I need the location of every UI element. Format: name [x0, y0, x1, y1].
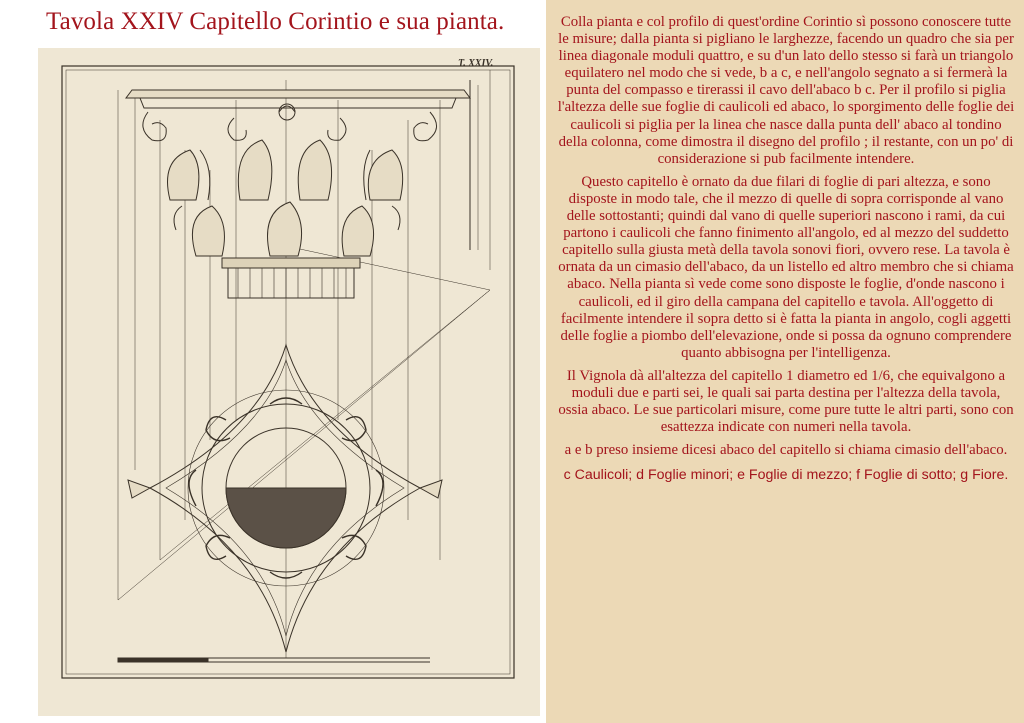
capital-elevation: [126, 70, 490, 298]
paragraph: Il Vignola dà all'altezza del capitello 1 diametro ed 1/6, che equivalgono a moduli due e parti sei, le quali sai parta destina per l'altezza della tavola, ossia abaco. Le sue particolari misure, come pure tutte le altri parti, sono con esattezza indicate con numeri nella tavola.: [558, 367, 1014, 436]
paragraph: Colla pianta e col profilo di quest'ordine Corintio sì possono conoscere tutte le misure; dalla pianta si pigliano le larghezze, facendo un quadro che sia per linea diagonale moduli quattro, e su d'un lato dello stesso si farà un triangolo equilatero nel modo che si vede, b a c, e nell'angolo segnato a si fermerà la punta del compasso e tirerassi il cavo dell'abaco b c. Per il profilo si piglia l'altezza delle sue foglie di caulicoli ed abaco, lo sporgimento delle foglie dei caulicoli si piglia per la linea che nasce dalla punta dell' abaco al tondino della colonna, come dimostra il disegno del profilo ; il restante, con un po' di considerazione si pub facilmente intendere.: [557, 14, 1015, 167]
description-text: [556, 14, 1016, 484]
paragraph: a e b preso insieme dicesi abaco del capitello si chiama cimasio dell'abaco.: [564, 442, 1008, 459]
plate-label: T. XXIV.: [458, 58, 494, 69]
legend-text: c Caulicoli; d Foglie minori; e Foglie di mezzo; f Foglie di sotto; g Fiore.: [563, 467, 1009, 484]
paragraph: Questo capitello è ornato da due filari di foglie di pari altezza, e sono disposte in modo tale, che il mezzo di quelle di sopra corrisponde al vano delle sottostanti; quindi dal vano di quelle superiori nascono i rami, da cui partono i caulicoli che fanno finimento all'angolo, ed al mezzo del suddetto capitello sulla giusta metà della tavola sonovi fiori, ovvero rese. La tavola è ornata da un cimasio dell'abaco, da un listello ed altro membro che si chiama abaco. Nella pianta sì vede come sono disposte le foglie, d'onde nascono i caulicoli, ed il giro della campana del capitello e tavola. All'oggetto di facilmente intendere il sopra detto si è fatta la pianta in angolo, cogli aggetti delle foglie a piombo dell'elevazione, onde si possa da ognuno comprendere quanto abbisogna per l'intelligenza.: [558, 173, 1014, 361]
scale-bar: [118, 658, 430, 662]
capital-plan: [128, 345, 442, 652]
page-title: Tavola XXIV Capitello Corintio e sua pianta.: [46, 8, 505, 35]
